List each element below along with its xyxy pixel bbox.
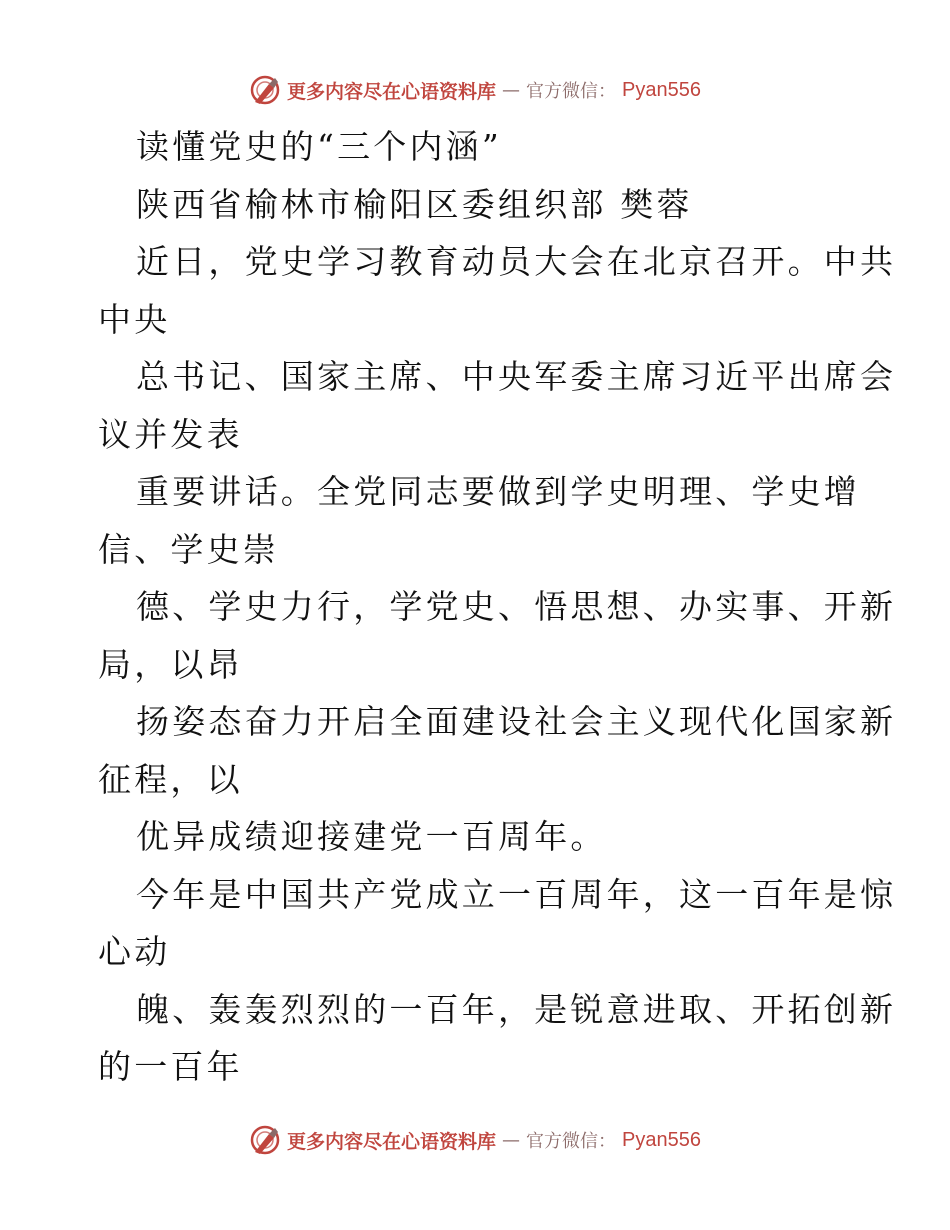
banner-sub-text: 官方微信： <box>526 81 617 102</box>
text-line: 扬姿态奋力开启全面建设社会主义现代化国家新 <box>136 702 897 741</box>
pen-nib-logo-icon <box>249 74 281 106</box>
banner-wechat-id: Pyan556 <box>622 78 701 101</box>
text-line: 信、学史崇 <box>98 529 279 569</box>
banner-main-text: 更多内容尽在心语资料库 <box>287 80 497 103</box>
text-line: 优异成绩迎接建党一百周年。 <box>136 817 607 856</box>
banner-dash: — <box>502 1129 521 1151</box>
text-line: 总书记、国家主席、中央军委主席习近平出席会 <box>136 357 897 396</box>
header-banner <box>0 70 950 110</box>
text-line: 近日，党史学习教育动员大会在北京召开。中共 <box>136 242 897 281</box>
text-line: 重要讲话。全党同志要做到学史明理、学史增 <box>136 472 860 511</box>
banner-main-text: 更多内容尽在心语资料库 <box>287 1130 497 1153</box>
text-line: 中央 <box>98 299 171 339</box>
text-line: 议并发表 <box>98 414 243 454</box>
document-title: 读懂党史的“三个内涵” <box>136 127 502 166</box>
text-line: 心动 <box>98 932 171 971</box>
banner-sub-text: 官方微信： <box>526 1131 617 1152</box>
pen-nib-logo-icon <box>249 1124 281 1156</box>
text-line: 今年是中国共产党成立一百周年，这一百年是惊 <box>136 874 897 914</box>
document-author: 陕西省榆林市榆阳区委组织部 樊蓉 <box>136 184 693 224</box>
text-line: 德、学史力行，学党史、悟思想、办实事、开新 <box>136 587 897 626</box>
document-body <box>98 118 897 1096</box>
text-line: 的一百年 <box>98 1047 243 1086</box>
text-line: 征程，以 <box>98 759 243 799</box>
banner-wechat-id: Pyan556 <box>622 1128 701 1151</box>
text-line: 魄、轰轰烈烈的一百年，是锐意进取、开拓创新 <box>136 989 897 1029</box>
footer-banner <box>0 1120 950 1160</box>
banner-dash: — <box>502 79 521 101</box>
text-line: 局，以昂 <box>98 644 243 684</box>
